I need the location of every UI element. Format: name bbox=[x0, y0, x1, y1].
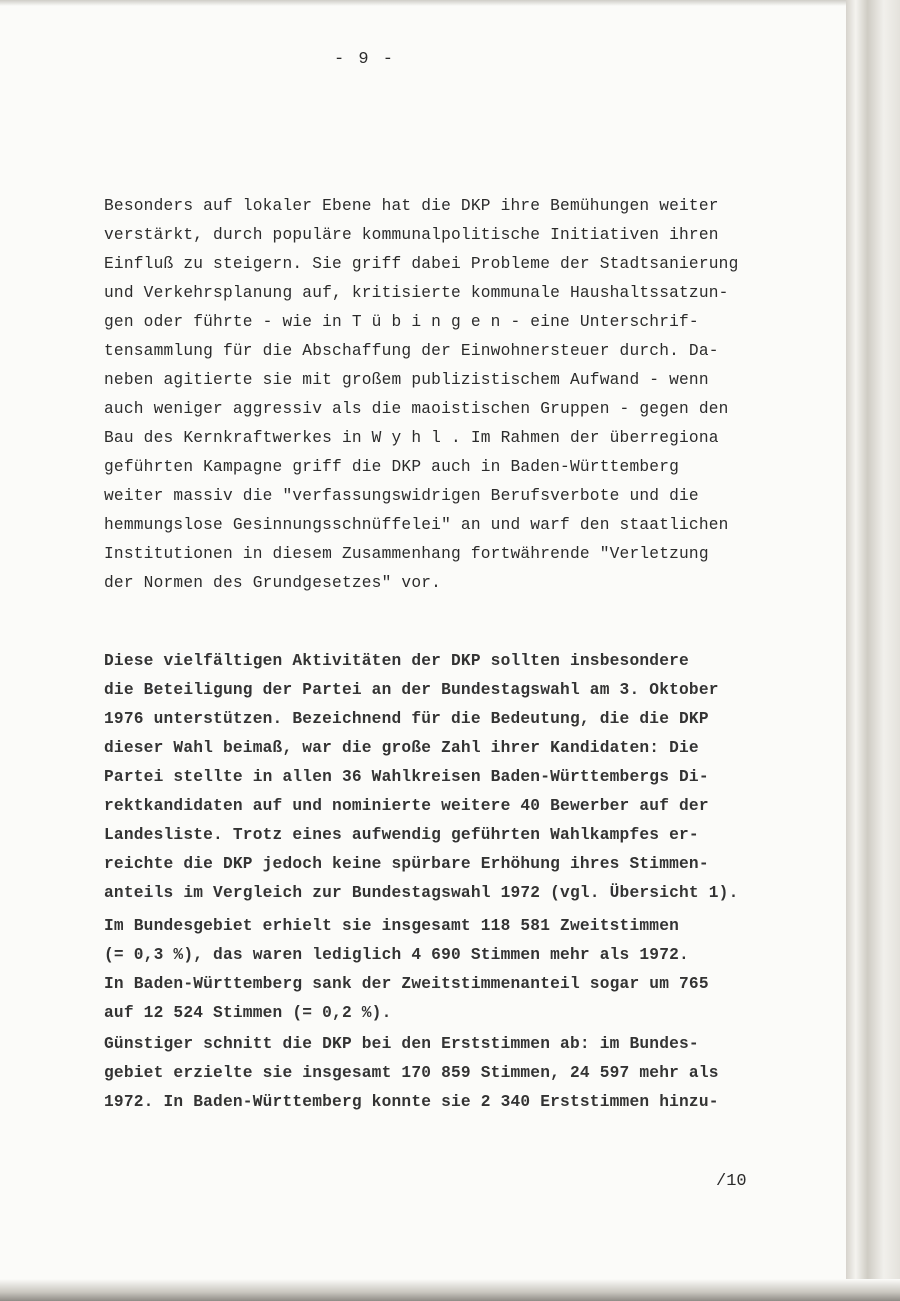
text-line: Diese vielfältigen Aktivitäten der DKP sollten insbesondere bbox=[104, 652, 689, 670]
text-line: tensammlung für die Abschaffung der Einwohnersteuer durch. Da- bbox=[104, 342, 719, 360]
text-line: anteils im Vergleich zur Bundestagswahl 1972 (vgl. Übersicht 1). bbox=[104, 884, 739, 902]
text-line: Institutionen in diesem Zusammenhang fortwährende "Verletzung bbox=[104, 545, 709, 563]
text-line: gebiet erzielte sie insgesamt 170 859 Stimmen, 24 597 mehr als bbox=[104, 1064, 719, 1082]
text-line: weiter massiv die "verfassungswidrigen Berufsverbote und die bbox=[104, 487, 699, 505]
text-line: 1976 unterstützen. Bezeichnend für die Bedeutung, die die DKP bbox=[104, 710, 709, 728]
text-line: und Verkehrsplanung auf, kritisierte kommunale Haushaltssatzun- bbox=[104, 284, 729, 302]
page-number: - 9 - bbox=[334, 50, 396, 69]
page-bottom-edge bbox=[0, 1279, 900, 1301]
text-line: Besonders auf lokaler Ebene hat die DKP ihre Bemühungen weiter bbox=[104, 197, 719, 215]
text-line: neben agitierte sie mit großem publizistischem Aufwand - wenn bbox=[104, 371, 709, 389]
text-line: verstärkt, durch populäre kommunalpolitische Initiativen ihren bbox=[104, 226, 719, 244]
binding-edge bbox=[846, 0, 900, 1301]
text-line: (= 0,3 %), das waren lediglich 4 690 Stimmen mehr als 1972. bbox=[104, 946, 689, 964]
text-line: geführten Kampagne griff die DKP auch in Baden-Württemberg bbox=[104, 458, 680, 476]
text-line: Einfluß zu steigern. Sie griff dabei Probleme der Stadtsanierung bbox=[104, 255, 739, 273]
text-line: Bau des Kernkraftwerkes in W y h l . Im Rahmen der überregiona bbox=[104, 429, 719, 447]
text-line: Günstiger schnitt die DKP bei den Erststimmen ab: im Bundes- bbox=[104, 1035, 699, 1053]
text-line: hemmungslose Gesinnungsschnüffelei" an und warf den staatlichen bbox=[104, 516, 729, 534]
continuation-marker: /10 bbox=[716, 1172, 747, 1191]
text-line: Im Bundesgebiet erhielt sie insgesamt 118 581 Zweitstimmen bbox=[104, 917, 680, 935]
text-line: reichte die DKP jedoch keine spürbare Erhöhung ihres Stimmen- bbox=[104, 855, 709, 873]
text-line: Partei stellte in allen 36 Wahlkreisen Baden-Württembergs Di- bbox=[104, 768, 709, 786]
text-line: auf 12 524 Stimmen (= 0,2 %). bbox=[104, 1004, 392, 1022]
text-line: die Beteiligung der Partei an der Bundestagswahl am 3. Oktober bbox=[104, 681, 719, 699]
text-line: Landesliste. Trotz eines aufwendig geführten Wahlkampfes er- bbox=[104, 826, 699, 844]
text-line: der Normen des Grundgesetzes" vor. bbox=[104, 574, 442, 592]
text-line: In Baden-Württemberg sank der Zweitstimmenanteil sogar um 765 bbox=[104, 975, 709, 993]
text-line: dieser Wahl beimaß, war die große Zahl ihrer Kandidaten: Die bbox=[104, 739, 699, 757]
text-line: 1972. In Baden-Württemberg konnte sie 2 340 Erststimmen hinzu- bbox=[104, 1093, 719, 1111]
text-line: auch weniger aggressiv als die maoistischen Gruppen - gegen den bbox=[104, 400, 729, 418]
page-top-edge bbox=[0, 0, 846, 6]
text-line: gen oder führte - wie in T ü b i n g e n - eine Unterschrif- bbox=[104, 313, 699, 331]
text-line: rektkandidaten auf und nominierte weitere 40 Bewerber auf der bbox=[104, 797, 709, 815]
